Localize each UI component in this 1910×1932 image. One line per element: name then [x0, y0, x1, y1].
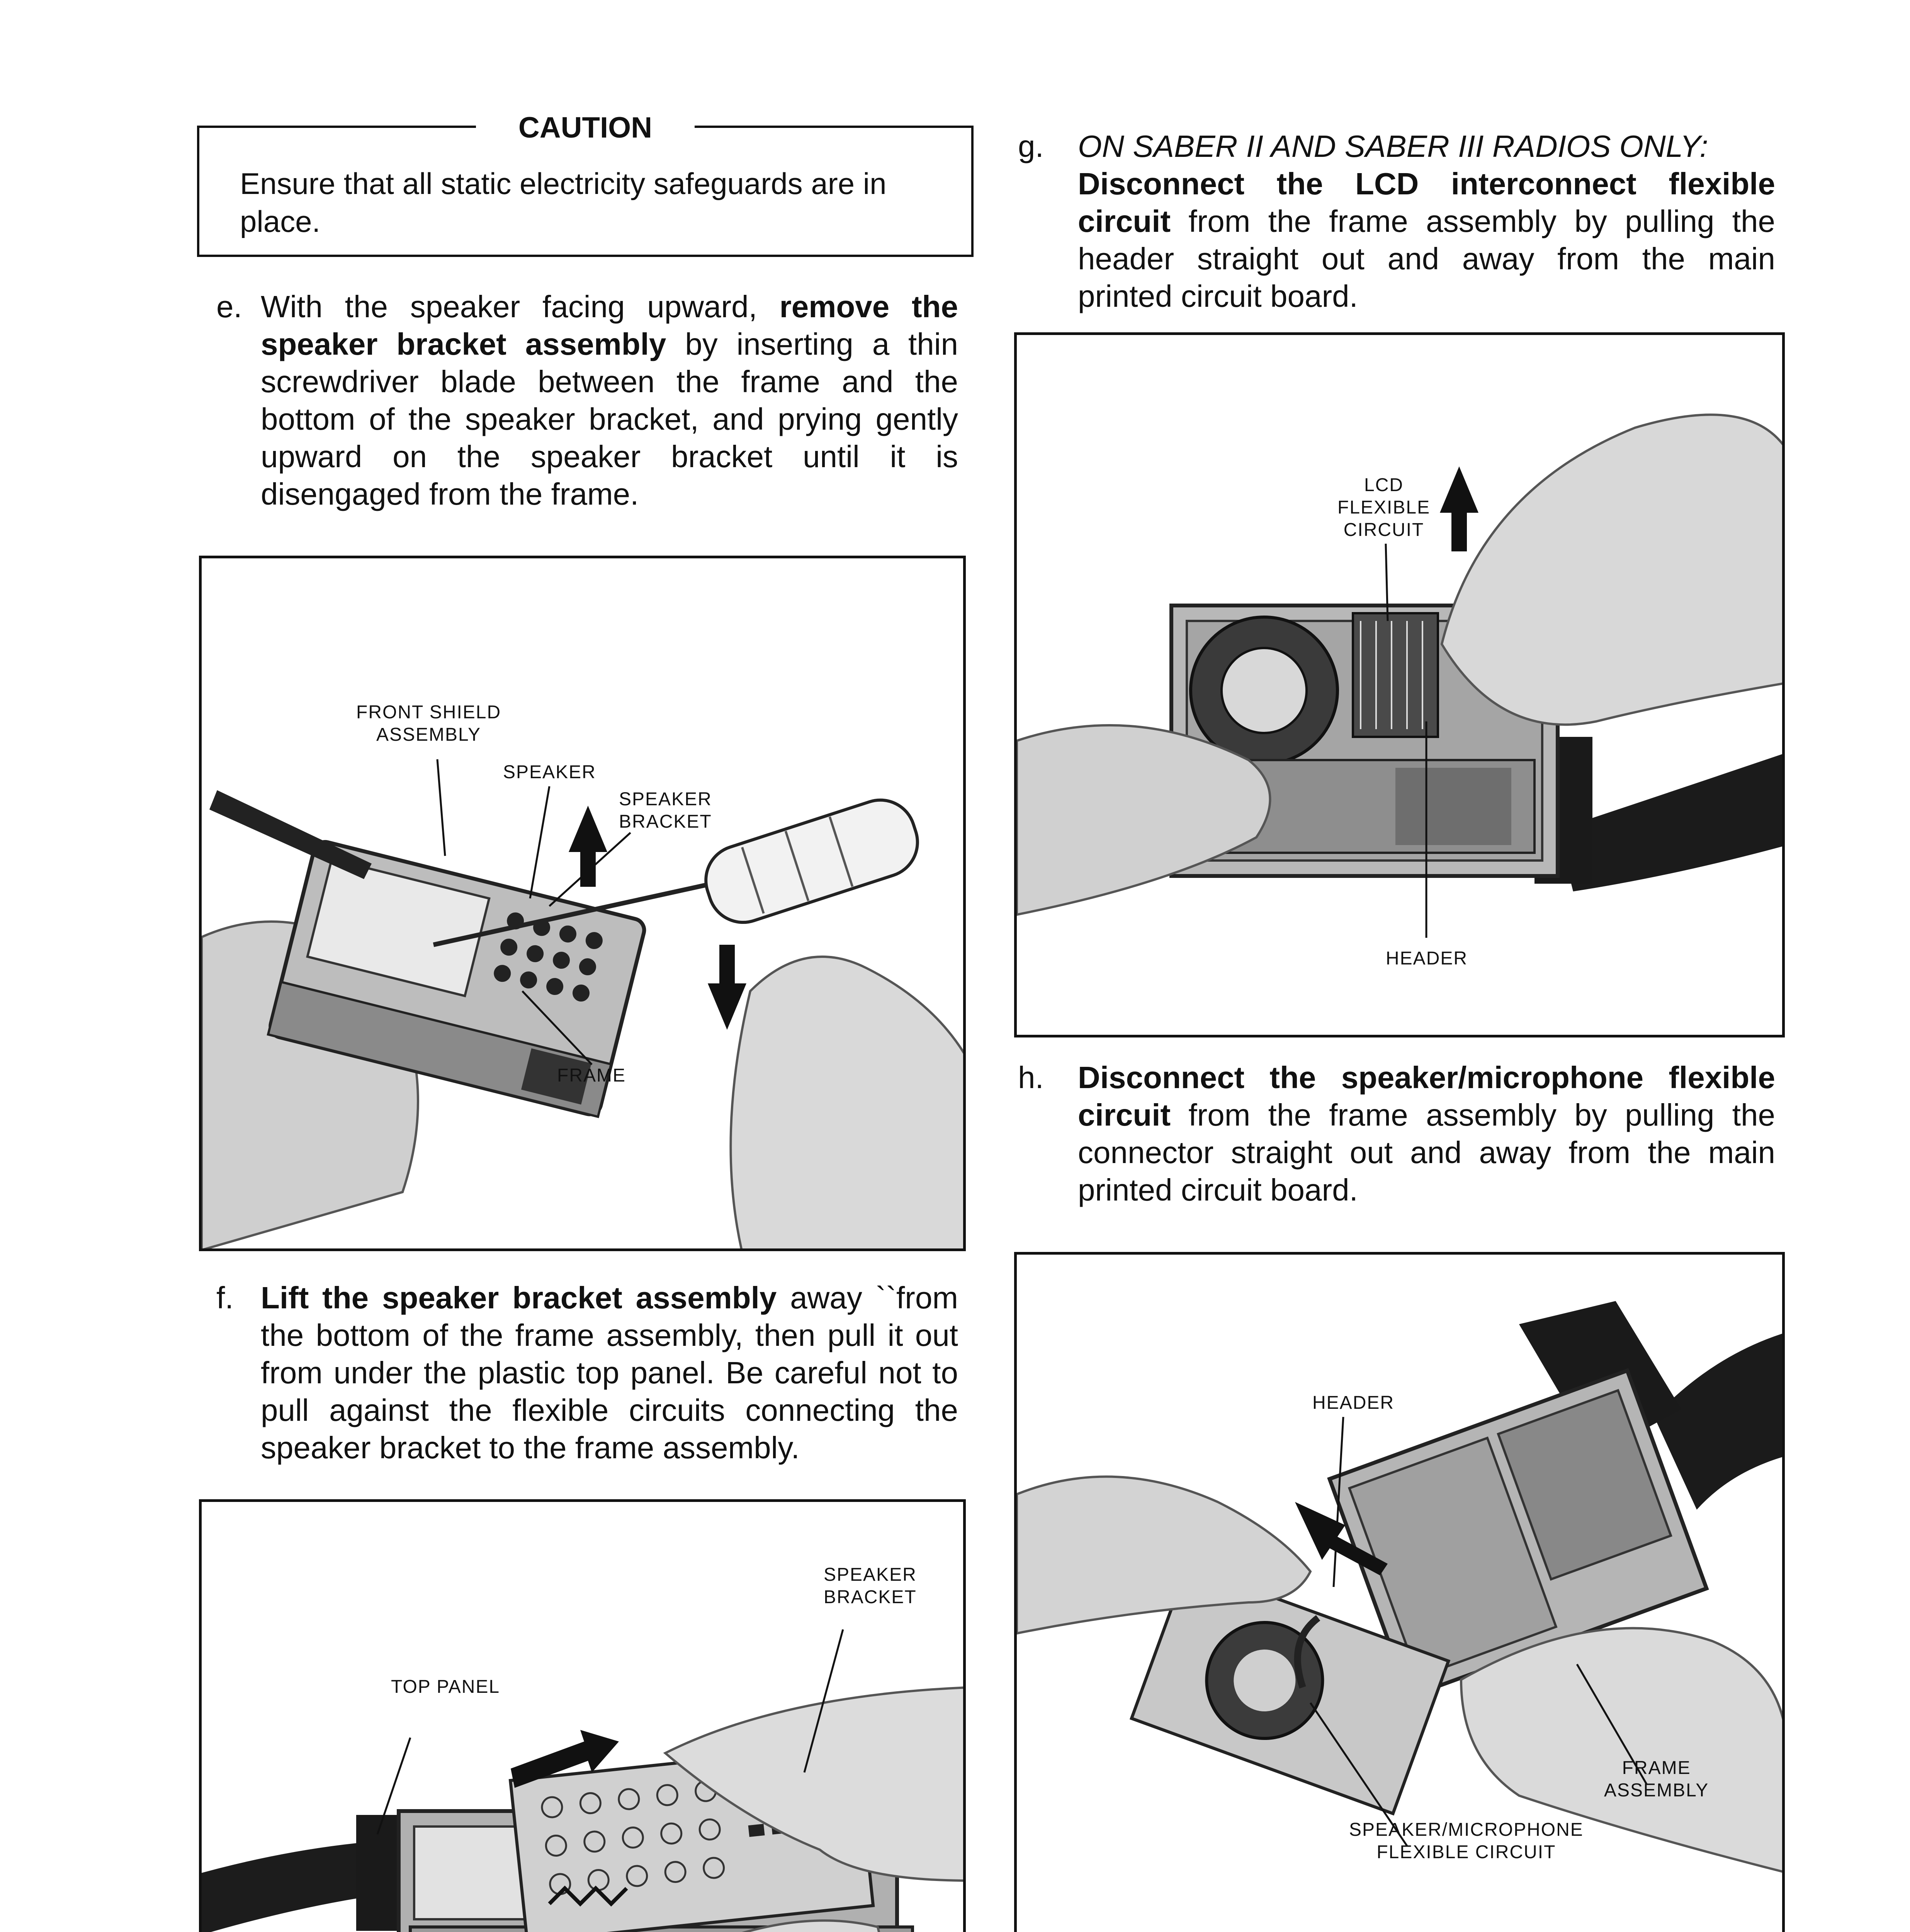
step-text: from the frame assembly by pulling the connector straight out and away from the main printed circuit board. [1078, 1098, 1775, 1207]
step-action: Disconnect the speaker/microphone flexible circuit [1078, 1060, 1775, 1132]
step-f [216, 1279, 958, 1472]
figure-illustration [1017, 335, 1785, 1037]
step-action: remove the speaker bracket assembly [261, 289, 958, 361]
step-letter: f. [216, 1281, 234, 1315]
step-text: from the frame assembly by pulling the header straight out and away from the main printed circuit board. [1078, 204, 1775, 313]
step-letter: h. [1018, 1060, 1044, 1095]
label-header: HEADER [1312, 1393, 1395, 1413]
figure-disconnect-lcd-flex [1014, 332, 1785, 1037]
step-letter: g. [1018, 129, 1044, 163]
step-g [1018, 128, 1791, 321]
figure-lift-speaker-bracket [199, 1499, 966, 1932]
figure-illustration [202, 558, 966, 1251]
caution-title: CAUTION [476, 111, 695, 144]
step-text: by inserting a thin screwdriver blade between the frame and the bottom of the speaker bracket, and prying gently upward on the speaker bracket until it is disengaged from the frame. [261, 327, 958, 511]
figure-disconnect-speaker-mic-flex [1014, 1252, 1785, 1932]
caution-text: Ensure that all static electricity safeguards are in place. [240, 167, 887, 238]
step-text: away ``from the bottom of the frame assembly, then pull it out from under the plastic top panel. Be careful not to pull against the flexible circuits connecting the speaker bracket to the frame assembly. [261, 1281, 958, 1465]
label-speaker-microphone-flexible-circuit: SPEAKER/MICROPHONE FLEXIBLE CIRCUIT [1349, 1820, 1584, 1862]
label-front-shield-assembly: FRONT SHIELD ASSEMBLY [356, 702, 501, 745]
label-speaker-bracket: SPEAKER BRACKET [824, 1565, 917, 1607]
label-top-panel: TOP PANEL [391, 1677, 500, 1697]
label-frame: FRAME [557, 1065, 626, 1086]
label-speaker: SPEAKER [503, 762, 596, 782]
step-action: Disconnect the LCD interconnect flexible circuit [1078, 167, 1775, 238]
step-h [1018, 1059, 1791, 1213]
figure-remove-speaker-bracket [199, 556, 966, 1251]
label-speaker-bracket: SPEAKER BRACKET [619, 789, 712, 832]
label-header: HEADER [1386, 948, 1468, 969]
caution-box-static [197, 111, 974, 257]
label-lcd-flexible-circuit: LCD FLEXIBLE CIRCUIT [1337, 475, 1431, 540]
step-condition: ON SABER II AND SABER III RADIOS ONLY: [1078, 129, 1708, 163]
step-text: With the speaker facing upward, [261, 289, 780, 324]
label-frame-assembly: FRAME ASSEMBLY [1604, 1758, 1709, 1801]
step-action: Lift the speaker bracket assembly [261, 1281, 777, 1315]
step-e [216, 288, 958, 520]
step-letter: e. [216, 289, 242, 324]
